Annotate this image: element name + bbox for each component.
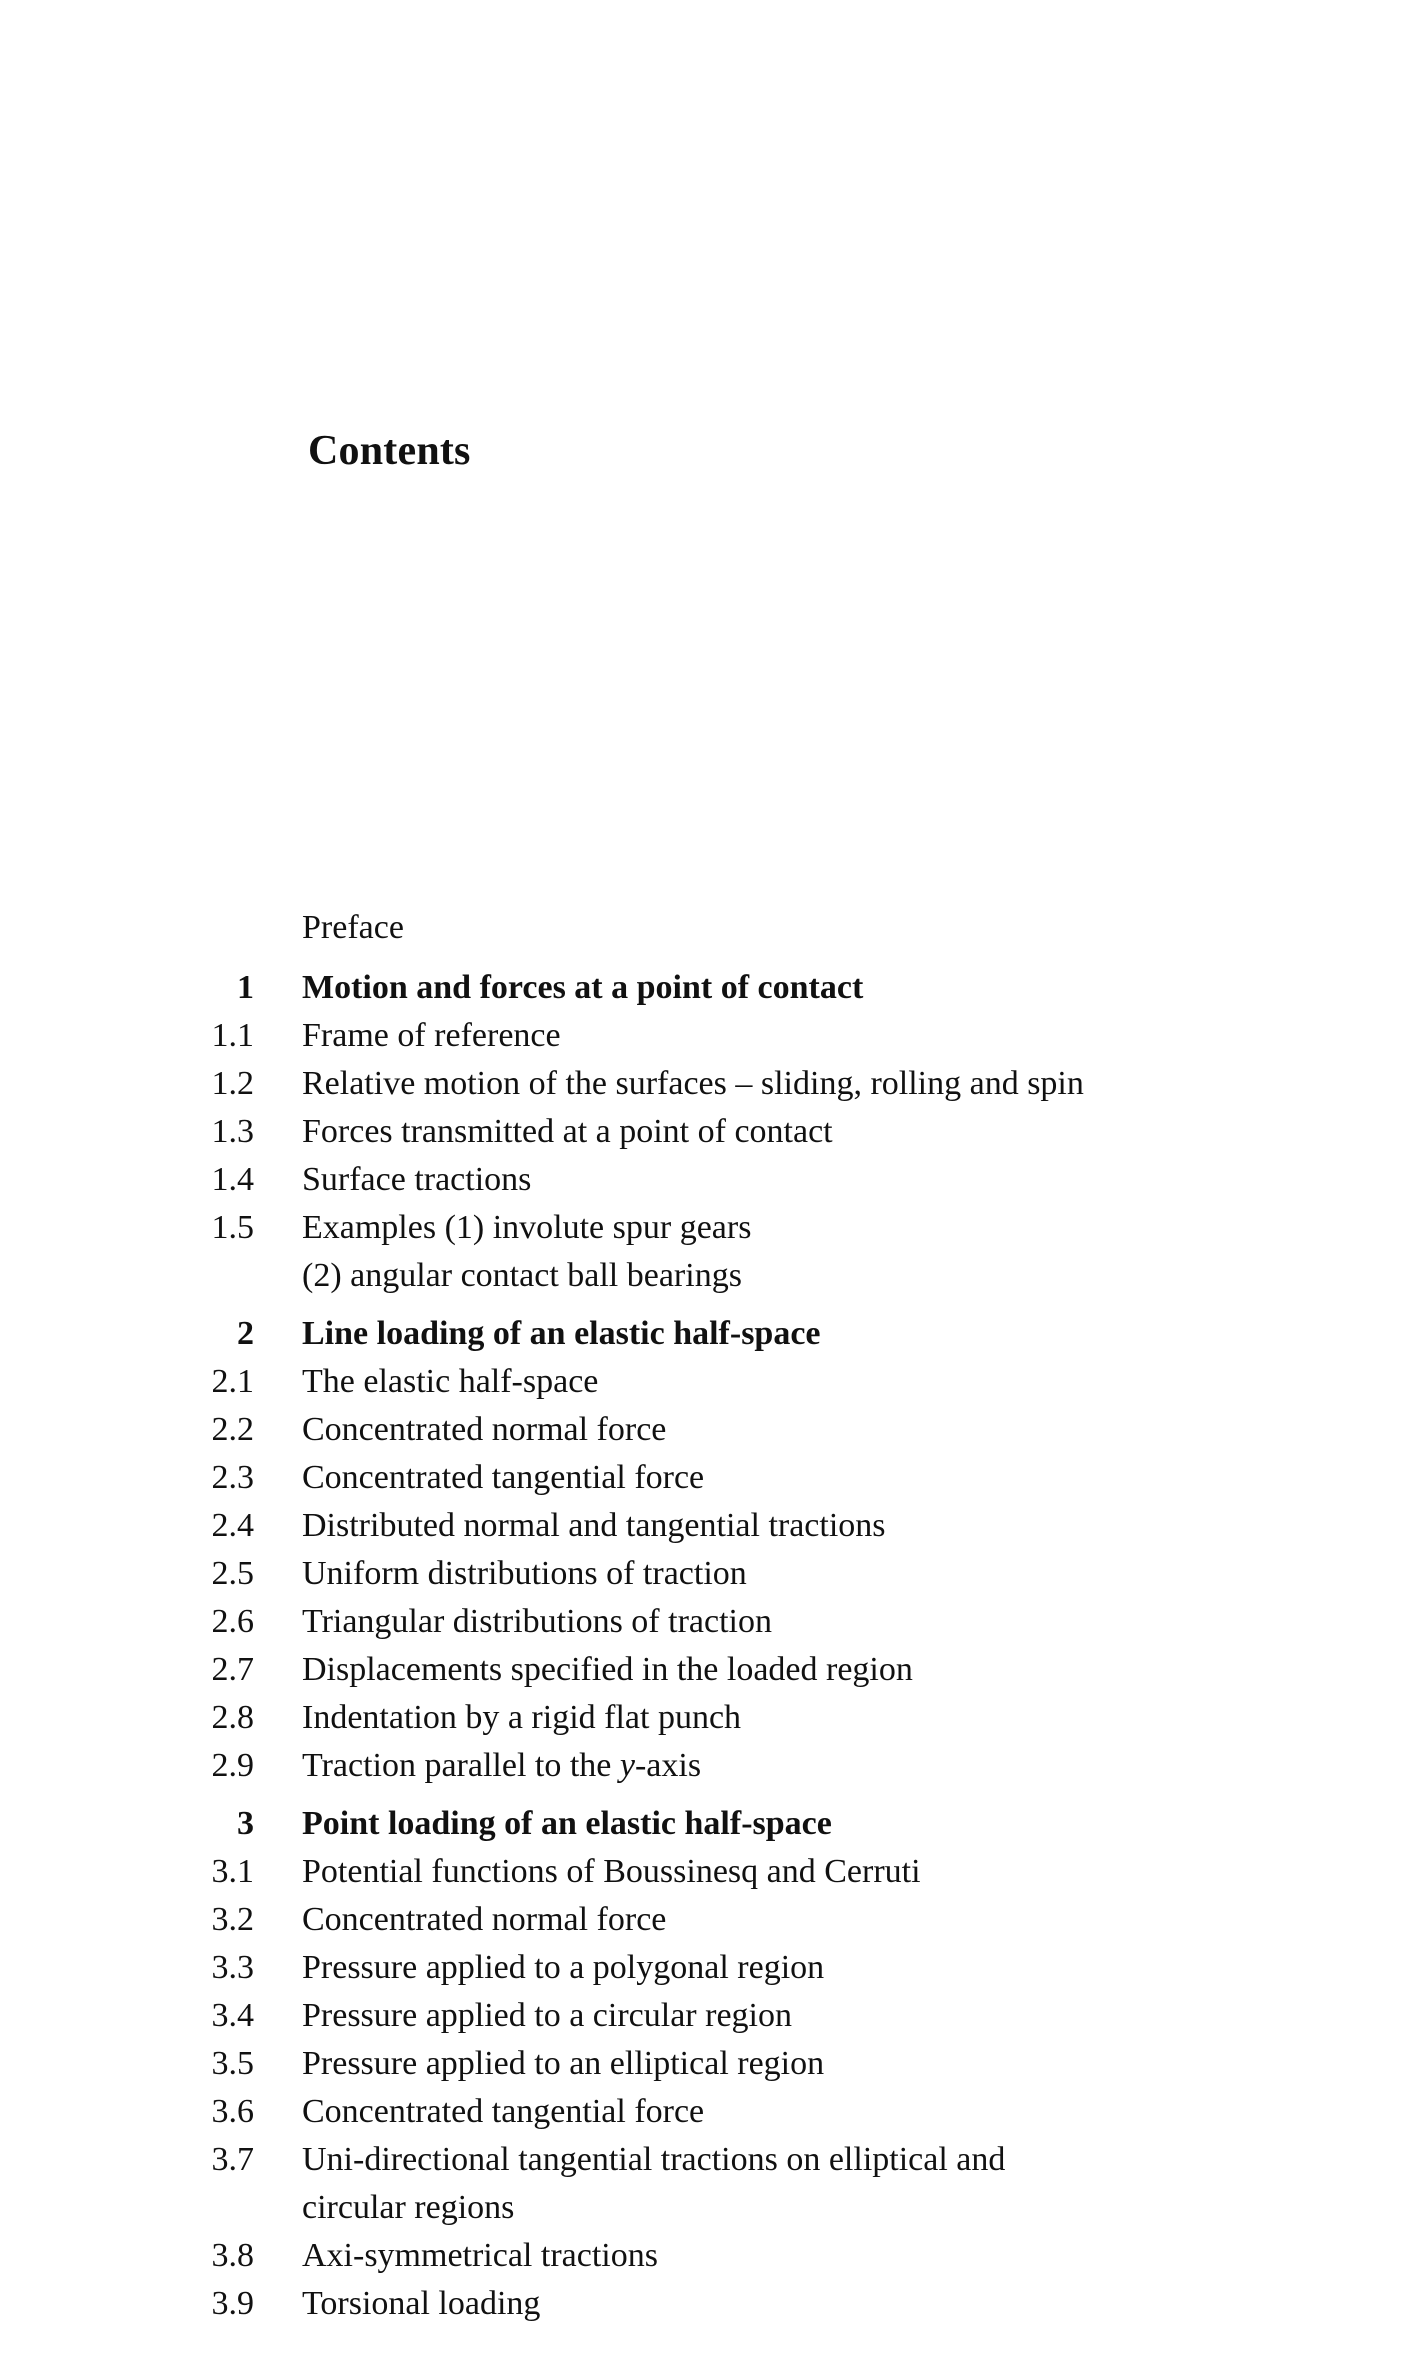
chapter-title: Line loading of an elastic half-space (302, 1315, 821, 1352)
section-title-continuation: (2) angular contact ball bearings (302, 1257, 742, 1294)
section-title: Surface tractions (302, 1161, 532, 1198)
section-title: Displacements specified in the loaded region (302, 1651, 913, 1688)
toc-section-3-9[interactable] (0, 2280, 1418, 2328)
section-number: 3.5 (211, 2045, 254, 2082)
toc-section-3-7-continuation[interactable] (0, 2184, 1418, 2232)
toc-section-1-4[interactable] (0, 1156, 1418, 1204)
toc-section-2-3[interactable] (0, 1454, 1418, 1502)
section-title: Concentrated normal force (302, 1901, 667, 1938)
chapter-number: 3 (237, 1805, 254, 1842)
section-number: 2.8 (211, 1699, 254, 1736)
section-number: 2.4 (211, 1507, 254, 1544)
section-number: 2.9 (211, 1747, 254, 1784)
section-title: Uni-directional tangential tractions on elliptical and (302, 2141, 1006, 2178)
section-title: The elastic half-space (302, 1363, 599, 1400)
toc-section-3-4[interactable] (0, 1992, 1418, 2040)
section-number: 3.4 (211, 1997, 254, 2034)
section-number: 3.1 (211, 1853, 254, 1890)
toc-section-2-7[interactable] (0, 1646, 1418, 1694)
toc-chapter-2[interactable] (0, 1310, 1418, 1358)
page-title: Contents (308, 428, 471, 474)
section-title: Frame of reference (302, 1017, 561, 1054)
section-title: Potential functions of Boussinesq and Cerruti (302, 1853, 921, 1890)
section-number: 2.1 (211, 1363, 254, 1400)
toc-section-1-5-continuation[interactable] (0, 1252, 1418, 1300)
toc-section-2-8[interactable] (0, 1694, 1418, 1742)
section-title: Triangular distributions of traction (302, 1603, 772, 1640)
section-number: 3.7 (211, 2141, 254, 2178)
chapter-number: 2 (237, 1315, 254, 1352)
section-title: Uniform distributions of traction (302, 1555, 747, 1592)
toc-section-3-8[interactable] (0, 2232, 1418, 2280)
section-title: Concentrated tangential force (302, 2093, 705, 2130)
section-title: Concentrated normal force (302, 1411, 667, 1448)
section-number: 2.5 (211, 1555, 254, 1592)
section-number: 1.4 (211, 1161, 254, 1198)
section-title: Pressure applied to an elliptical region (302, 2045, 825, 2082)
section-title: Traction parallel to the y-axis (302, 1747, 702, 1784)
section-title: Concentrated tangential force (302, 1459, 705, 1496)
section-number: 3.9 (211, 2285, 254, 2322)
toc-section-1-2[interactable] (0, 1060, 1418, 1108)
toc-section-1-1[interactable] (0, 1012, 1418, 1060)
toc-section-2-4[interactable] (0, 1502, 1418, 1550)
chapter-title: Motion and forces at a point of contact (302, 969, 864, 1006)
table-of-contents (0, 904, 1418, 2328)
toc-section-3-2[interactable] (0, 1896, 1418, 1944)
section-number: 3.6 (211, 2093, 254, 2130)
toc-section-2-6[interactable] (0, 1598, 1418, 1646)
toc-section-2-1[interactable] (0, 1358, 1418, 1406)
section-title-continuation: circular regions (302, 2189, 515, 2226)
toc-section-3-5[interactable] (0, 2040, 1418, 2088)
section-title: Examples (1) involute spur gears (302, 1209, 752, 1246)
section-number: 1.5 (211, 1209, 254, 1246)
toc-chapter-1[interactable] (0, 964, 1418, 1012)
toc-preface[interactable] (0, 904, 1418, 952)
toc-section-1-3[interactable] (0, 1108, 1418, 1156)
section-title: Indentation by a rigid flat punch (302, 1699, 742, 1736)
section-number: 1.3 (211, 1113, 254, 1150)
section-title: Pressure applied to a polygonal region (302, 1949, 825, 1986)
section-number: 2.7 (211, 1651, 254, 1688)
toc-entry-title: Preface (302, 909, 404, 946)
toc-section-2-2[interactable] (0, 1406, 1418, 1454)
toc-chapter-3[interactable] (0, 1800, 1418, 1848)
toc-section-3-7[interactable] (0, 2136, 1418, 2184)
section-number: 3.2 (211, 1901, 254, 1938)
toc-section-3-1[interactable] (0, 1848, 1418, 1896)
section-title: Relative motion of the surfaces – sliding, rolling and spin (302, 1065, 1084, 1102)
section-title: Axi-symmetrical tractions (302, 2237, 658, 2274)
section-number: 2.2 (211, 1411, 254, 1448)
section-number: 3.8 (211, 2237, 254, 2274)
section-number: 1.1 (211, 1017, 254, 1054)
section-title: Forces transmitted at a point of contact (302, 1113, 833, 1150)
toc-section-3-6[interactable] (0, 2088, 1418, 2136)
section-number: 2.6 (211, 1603, 254, 1640)
toc-section-2-9[interactable] (0, 1742, 1418, 1790)
toc-section-1-5[interactable] (0, 1204, 1418, 1252)
section-number: 1.2 (211, 1065, 254, 1102)
chapter-title: Point loading of an elastic half-space (302, 1805, 832, 1842)
section-title: Pressure applied to a circular region (302, 1997, 792, 2034)
section-title: Torsional loading (302, 2285, 541, 2322)
section-title: Distributed normal and tangential tractions (302, 1507, 886, 1544)
toc-section-3-3[interactable] (0, 1944, 1418, 1992)
section-number: 2.3 (211, 1459, 254, 1496)
section-number: 3.3 (211, 1949, 254, 1986)
chapter-number: 1 (237, 969, 254, 1006)
toc-section-2-5[interactable] (0, 1550, 1418, 1598)
